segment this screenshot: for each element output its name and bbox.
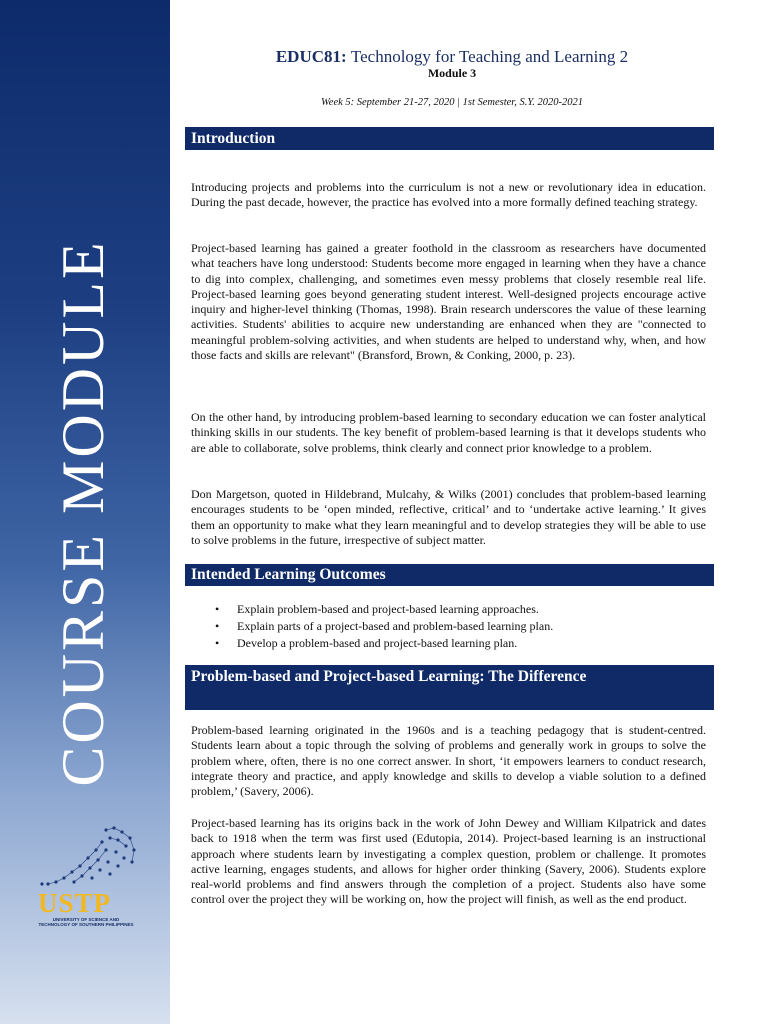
introduction-heading: Introduction [185,127,714,150]
difference-paragraph-1: Problem-based learning originated in the 1960s and is a teaching pedagogy that is student-centred. Students learn about a topic through the solving of problems and generally work in groups to solve the problem where, often, there is no one correct answer. In short, ‘it empowers learners to conduct research, integrate theory and practice, and apply knowledge and skills to develop a viable solution to a defined problem,’ (Savery, 2006). [191,723,706,799]
intro-paragraph-4: Don Margetson, quoted in Hildebrand, Mulcahy, & Wilks (2001) concludes that problem-based learning encourages students to be ‘open minded, reflective, critical’ and to ‘undertake active learning.’ It gives them an opportunity to make what they learn meaningful and to develop strategies they will be able to use to solve problems in the future, irrespective of subject matter. [191,487,706,547]
course-code: EDUC81: [275,47,347,66]
outcomes-heading: Intended Learning Outcomes [185,564,714,586]
outcomes-list [215,601,705,652]
course-module-title: COURSE MODULE [50,239,116,787]
difference-heading: Problem-based and Project-based Learning: The Difference [185,665,714,710]
ustp-logo-subtitle: UNIVERSITY OF SCIENCE AND TECHNOLOGY OF SOUTHERN PHILIPPINES [38,917,134,927]
list-item: • Develop a problem-based and project-based learning plan. [215,635,705,652]
list-item: • Explain parts of a project-based and problem-based learning plan. [215,618,705,635]
intro-paragraph-3: On the other hand, by introducing problem-based learning to secondary education we can foster analytical thinking skills in our students. The key benefit of problem-based learning is that it develops students who are able to collaborate, solve problems, think clearly and connect prior knowledge to a problem. [191,410,706,455]
sidebar-banner [0,0,170,1024]
course-name: Technology for Teaching and Learning 2 [350,47,629,66]
list-item: • Explain problem-based and project-based learning approaches. [215,601,705,618]
ustp-logo-text: USTP [38,888,112,918]
difference-paragraph-2: Project-based learning has its origins back in the work of John Dewey and William Kilpatrick and dates back to 1918 when the term was first used (Edutopia, 2014). Project-based learning is an instructional approach where students learn by investigating a complex question, problem or challenge. It promotes active learning, engages students, and allows for higher order thinking (Savery, 2006). Students explore real-world problems and find answers through the completion of a project. Students also have some control over the project they will be working on, how the project will finish, as well as the end product. [191,816,706,907]
intro-paragraph-1: Introducing projects and problems into the curriculum is not a new or revolutionary idea in education. During the past decade, however, the practice has evolved into a more formally defined teaching strategy. [191,180,706,210]
course-title [190,47,714,67]
week-label: Week 5: September 21-27, 2020 | 1st Semester, S.Y. 2020-2021 [321,97,583,108]
module-label: Module 3 [427,66,477,80]
intro-paragraph-2: Project-based learning has gained a greater foothold in the classroom as researchers have documented what teachers have long understood: Students become more engaged in learning when they have a chance to dig into complex, challenging, and sometimes even messy problems that closely resemble real life. Project-based learning goes beyond generating student interest. Well-designed projects encourage active inquiry and higher-level thinking (Thomas, 1998). Brain research underscores the value of these learning activities. Students' abilities to acquire new understanding are enhanced when they are "connected to meaningful problem-solving activities, and when students are helped to understand why, when, and how those facts and skills are relevant" (Bransford, Brown, & Conking, 2000, p. 23). [191,241,706,363]
